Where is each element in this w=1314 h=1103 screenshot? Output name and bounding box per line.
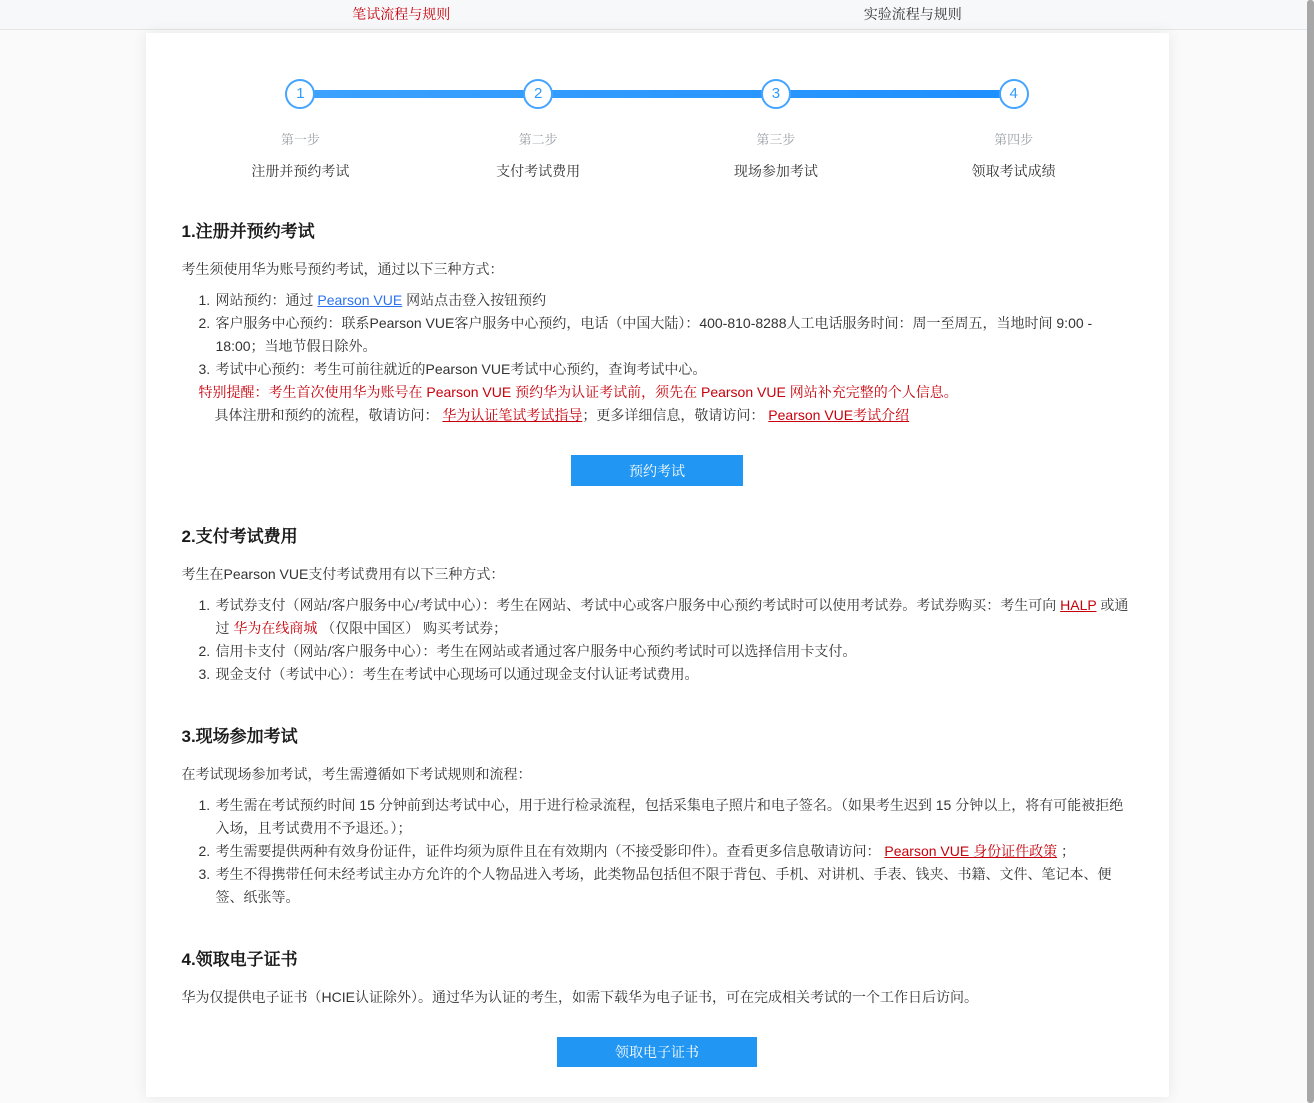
text-run: ； bbox=[1057, 843, 1075, 859]
exam-steps-stepper bbox=[182, 79, 1133, 181]
content-card bbox=[146, 33, 1169, 1097]
text-run: 考生需在考试预约时间 15 分钟前到达考试中心，用于进行检录流程，包括采集电子照片和电子签名。（如果考生迟到 15 分钟以上，将有可能被拒绝入场，且考试费用不予退还。）； bbox=[215, 797, 1124, 836]
tab-written-exam-process[interactable]: 笔试流程与规则 bbox=[352, 6, 451, 22]
registration-guide-line bbox=[215, 404, 1133, 427]
step-4-name: 领取考试成绩 bbox=[971, 163, 1056, 179]
text-run: 客户服务中心预约：联系Pearson VUE客户服务中心预约，电话（中国大陆）：400-810-8288人工电话服务时间：周一至周五，当地时间 9:00 - 18:00；当地节假日除外。 bbox=[215, 315, 1093, 354]
get-ecertificate-button[interactable]: 领取电子证书 bbox=[557, 1037, 757, 1067]
stepper-step-1 bbox=[182, 79, 420, 181]
pearson-vue-intro-link[interactable]: Pearson VUE考试介绍 bbox=[768, 407, 910, 423]
list-item bbox=[199, 863, 1133, 909]
step-2-name: 支付考试费用 bbox=[496, 163, 581, 179]
list-item bbox=[199, 840, 1133, 863]
vertical-scrollbar[interactable] bbox=[1307, 0, 1314, 1103]
list-item bbox=[199, 289, 1133, 312]
huawei-online-mall-link[interactable]: 华为在线商城 bbox=[233, 620, 318, 636]
step-3-number-badge: 3 bbox=[761, 79, 791, 109]
top-tab-bar bbox=[0, 0, 1314, 30]
written-exam-guide-link[interactable]: 华为认证笔试考试指导 bbox=[442, 407, 583, 423]
list-item-number: 1. bbox=[198, 797, 211, 813]
halp-link[interactable]: HALP bbox=[1060, 597, 1097, 613]
list-item bbox=[199, 358, 1133, 381]
step-1-number-badge: 1 bbox=[285, 79, 315, 109]
list-item-text bbox=[216, 640, 1133, 663]
section-1-intro: 考生须使用华为账号预约考试，通过以下三种方式： bbox=[181, 261, 504, 277]
list-item-number: 3. bbox=[198, 361, 211, 377]
list-item-text bbox=[216, 594, 1133, 640]
tab-lab-exam-process[interactable]: 实验流程与规则 bbox=[863, 6, 962, 22]
section-2-heading: 2.支付考试费用 bbox=[181, 527, 298, 546]
list-item-text bbox=[216, 863, 1133, 909]
text-run: 考试中心预约：考生可前往就近的Pearson VUE考试中心预约，查询考试中心。 bbox=[215, 361, 707, 377]
section-1-list bbox=[182, 289, 1133, 381]
list-item-text bbox=[216, 289, 1133, 312]
book-exam-button[interactable]: 预约考试 bbox=[571, 455, 743, 486]
list-item bbox=[199, 312, 1133, 358]
list-item-number: 2. bbox=[198, 643, 211, 659]
list-item-text bbox=[216, 840, 1133, 863]
text-run: ；更多详细信息，敬请访问： bbox=[582, 407, 769, 423]
special-reminder-text: 特别提醒：考生首次使用华为账号在 Pearson VUE 预约华为认证考试前，须先在 Pearson VUE 网站补充完整的个人信息。 bbox=[198, 384, 958, 400]
section-1-heading: 1.注册并预约考试 bbox=[181, 222, 315, 241]
text-run: （仅限中国区） 购买考试券； bbox=[317, 620, 508, 636]
text-run: 现金支付（考试中心）：考生在考试中心现场可以通过现金支付认证考试费用。 bbox=[215, 666, 699, 682]
list-item-number: 1. bbox=[198, 292, 211, 308]
stepper-step-3 bbox=[657, 79, 895, 181]
step-3-name: 现场参加考试 bbox=[733, 163, 818, 179]
list-item bbox=[199, 594, 1133, 640]
list-item-text bbox=[216, 794, 1133, 840]
text-run: 网站点击登入按钮预约 bbox=[402, 292, 547, 308]
list-item-text bbox=[216, 312, 1133, 358]
text-run: 或通过 bbox=[215, 597, 1129, 636]
section-2-list bbox=[182, 594, 1133, 686]
section-4-heading: 4.领取电子证书 bbox=[181, 950, 298, 969]
step-1-name: 注册并预约考试 bbox=[251, 163, 350, 179]
step-4-number-badge: 4 bbox=[999, 79, 1029, 109]
list-item-text bbox=[216, 663, 1133, 686]
list-item-number: 1. bbox=[198, 597, 211, 613]
section-3-intro: 在考试现场参加考试，考生需遵循如下考试规则和流程： bbox=[181, 766, 532, 782]
list-item-number: 2. bbox=[198, 843, 211, 859]
text-run: 考生需要提供两种有效身份证件，证件均须为原件且在有效期内（不接受影印件）。查看更多信息敬请访问： bbox=[215, 843, 885, 859]
list-item-text bbox=[216, 358, 1133, 381]
step-4-label: 第四步 bbox=[994, 132, 1034, 147]
section-2-intro: 考生在Pearson VUE支付考试费用有以下三种方式： bbox=[181, 566, 505, 582]
list-item bbox=[199, 794, 1133, 840]
list-item bbox=[199, 663, 1133, 686]
list-item-number: 3. bbox=[198, 866, 211, 882]
stepper-step-4 bbox=[895, 79, 1133, 181]
text-run: 考生不得携带任何未经考试主办方允许的个人物品进入考场，此类物品包括但不限于背包、手机、对讲机、手表、钱夹、书籍、文件、笔记本、便签、纸张等。 bbox=[215, 866, 1112, 905]
list-item-number: 3. bbox=[198, 666, 211, 682]
step-2-number-badge: 2 bbox=[523, 79, 553, 109]
text-run: 考试券支付（网站/客户服务中心/考试中心）：考生在网站、考试中心或客户服务中心预约考试时可以使用考试券。考试券购买：考生可向 bbox=[215, 597, 1061, 613]
step-2-label: 第二步 bbox=[518, 132, 558, 147]
section-3-heading: 3.现场参加考试 bbox=[181, 727, 298, 746]
list-item-number: 2. bbox=[198, 315, 211, 331]
section-3-list bbox=[182, 794, 1133, 909]
stepper-step-2 bbox=[419, 79, 657, 181]
pearson-vue-link[interactable]: Pearson VUE bbox=[317, 292, 403, 308]
text-run: 信用卡支付（网站/客户服务中心）：考生在网站或者通过客户服务中心预约考试时可以选择信用卡支付。 bbox=[215, 643, 857, 659]
step-3-label: 第三步 bbox=[756, 132, 796, 147]
text-run: 网站预约：通过 bbox=[215, 292, 318, 308]
list-item bbox=[199, 640, 1133, 663]
section-4-intro: 华为仅提供电子证书（HCIE认证除外）。通过华为认证的考生，如需下载华为电子证书，可在完成相关考试的一个工作日后访问。 bbox=[181, 989, 978, 1005]
id-policy-link[interactable]: Pearson VUE 身份证件政策 bbox=[884, 843, 1058, 859]
text-run: 具体注册和预约的流程，敬请访问： bbox=[214, 407, 443, 423]
step-1-label: 第一步 bbox=[280, 132, 320, 147]
